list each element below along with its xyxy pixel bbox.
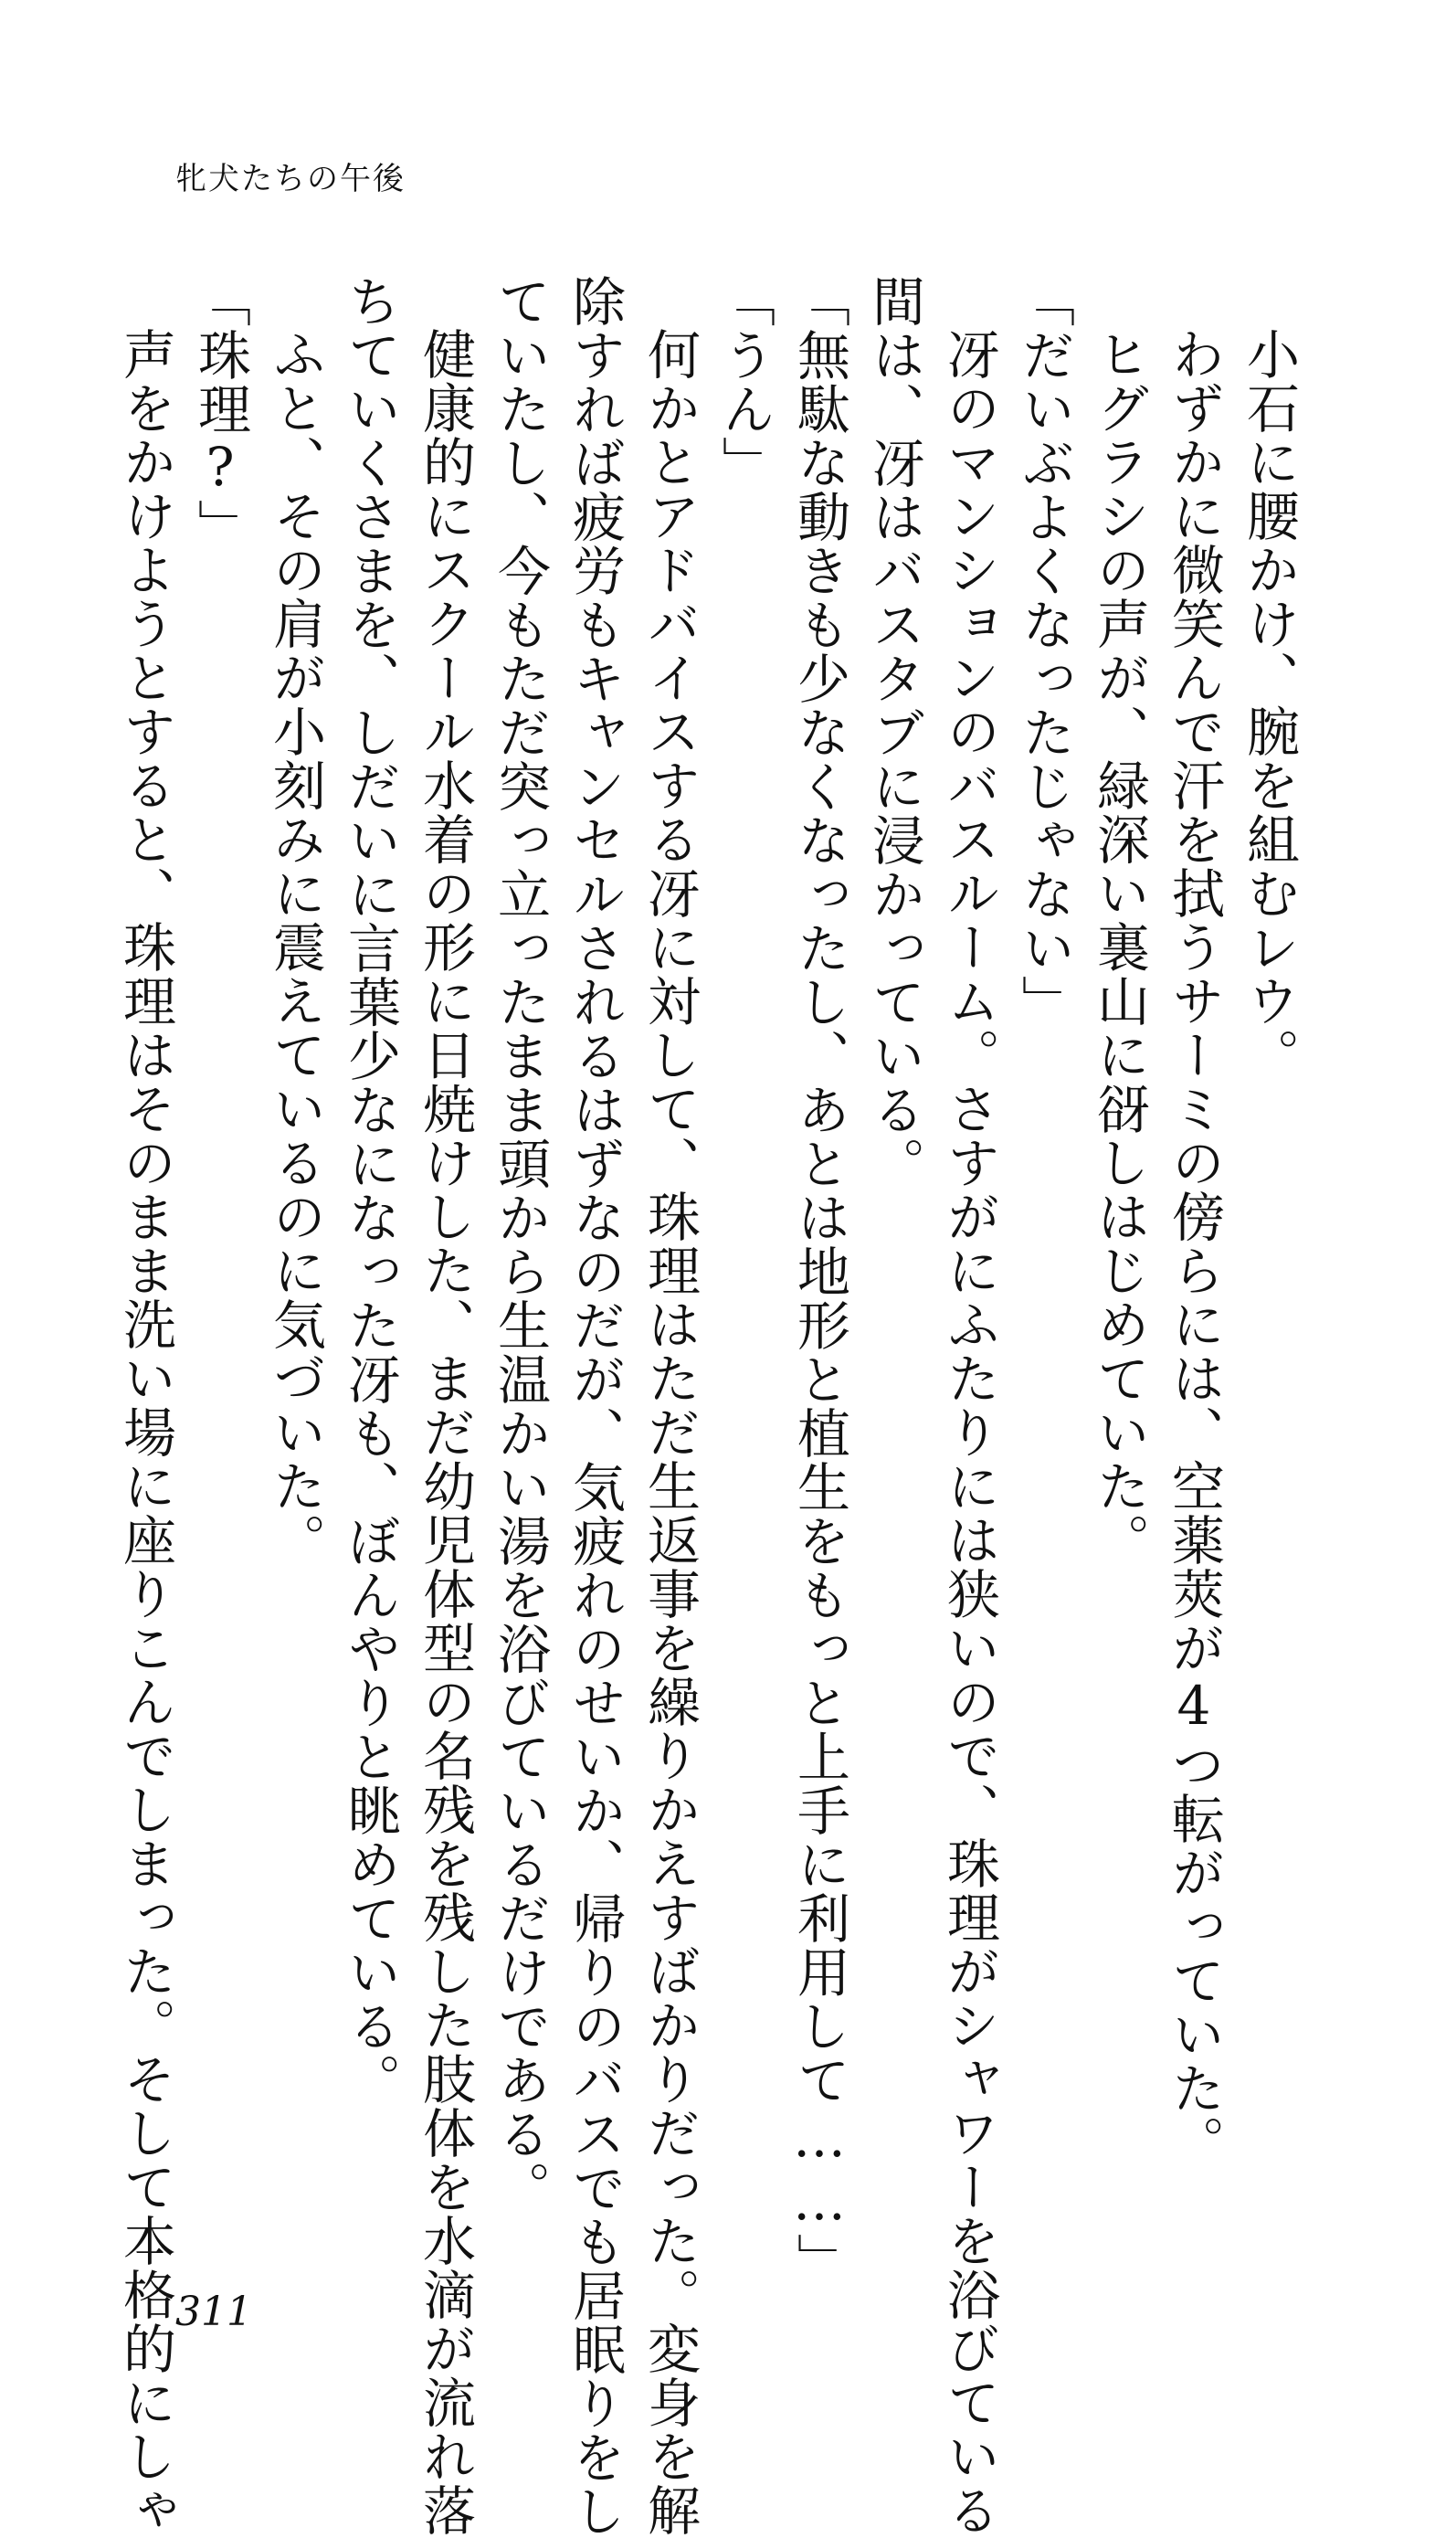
text-line: ふと、その肩が小刻みに震えているのに気づいた。: [264, 327, 326, 1567]
text-line: 小石に腰かけ、腕を組むレウ。: [1238, 327, 1300, 1082]
text-line: 健康的にスクール水着の形に日焼けした、まだ幼児体型の名残を残した肢体を水滴が流れ落: [414, 327, 476, 2537]
text-line: ちていくさまを、しだいに言葉少なになった冴も、ぼんやりと眺めている。: [339, 274, 401, 2107]
text-line: ていたし、今もただ突っ立ったまま頭から生温かい湯を浴びているだけである。: [489, 274, 551, 2215]
text-line: 「うん」: [713, 274, 775, 490]
text-line: 声をかけようとすると、珠理はそのまま洗い場に座りこんでしまった。そして本格的にしゃ: [114, 327, 176, 2537]
page-number: 311: [175, 2289, 252, 2335]
text-line: 「珠理?」: [189, 274, 251, 553]
text-line: ヒグラシの声が、緑深い裏山に谺しはじめていた。: [1088, 327, 1150, 1567]
text-line: 除すれば疲労もキャンセルされるはずなのだが、気疲れのせいか、帰りのバスでも居眠りをし: [564, 274, 626, 2538]
text-line: 間は、冴はバスタブに浸かっている。: [863, 274, 925, 1190]
text-line: 冴のマンションのバスルーム。さすがにふたりには狭いので、珠理がシャワーを浴びている: [938, 327, 1000, 2537]
text-line: 「だいぶよくなったじゃない」: [1013, 274, 1075, 1029]
text-line: わずかに微笑んで汗を拭うサーミの傍らには、空薬莢が4つ転がっていた。: [1163, 327, 1225, 2169]
text-line: 何かとアドバイスする冴に対して、珠理はただ生返事を繰りかえすばかりだった。変身を解: [638, 327, 701, 2537]
running-head: 牝犬たちの午後: [175, 161, 406, 197]
text-line: 「無駄な動きも少なくなったし、あとは地形と植生をもっと上手に利用して……」: [788, 274, 850, 2287]
